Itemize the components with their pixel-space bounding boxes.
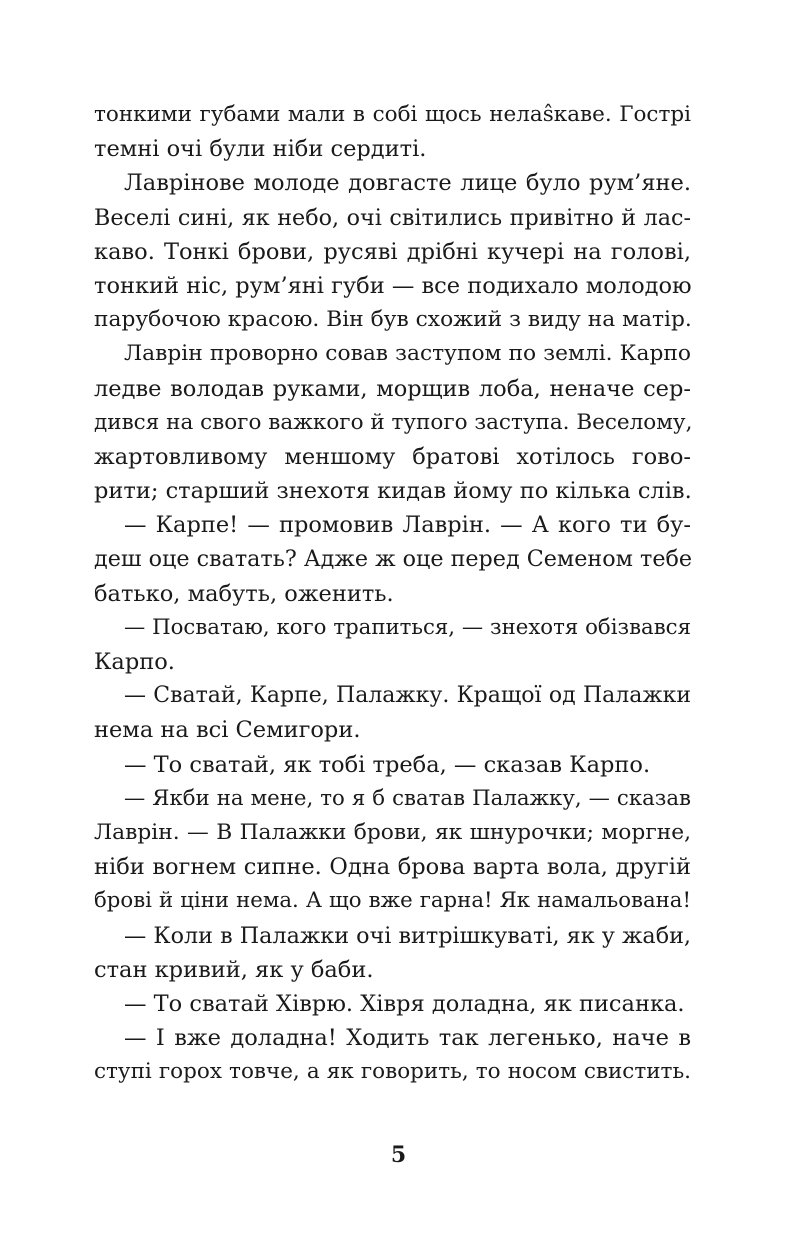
text-line: стан кривий, як у баби. [94, 956, 374, 983]
text-line: — То сватай Хіврю. Хівря доладна, як писанка. [124, 990, 685, 1017]
text-line: Карпо. [94, 649, 175, 675]
page-body [94, 98, 691, 1089]
text-line: Лаврін. — В Палажки брови, як шнурочки; моргне, [94, 819, 691, 845]
text-line: тонкими губами мали в собі щось нелаŝкаве. Гострі [94, 102, 691, 127]
text-line: батько, мабуть, оженить. [94, 580, 394, 607]
text-line: темні очі були ніби сердиті. [94, 136, 427, 163]
text-line: — Посватаю, кого трапиться, — знехотя обізвався [124, 614, 691, 640]
text-line: ступі горох товче, а як говорить, то носом свистить. [94, 1059, 691, 1085]
page-number: 5 [390, 1142, 407, 1168]
text-line: парубочою красою. Він був схожий з виду на матір. [94, 307, 692, 333]
text-line: — Сватай, Карпе, Палажку. Кращої од Палажки [124, 683, 691, 709]
text-line: каво. Тонкі брови, русяві дрібні кучері на голові, [94, 238, 691, 265]
text-line: деш оце сватать? Адже ж оце перед Семеном тебе [94, 546, 693, 573]
text-line: жартовливому меншому братові хотілось гово- [94, 443, 691, 470]
text-line: рити; старший знехотя кидав йому по кілька слів. [94, 478, 692, 505]
text-line: тонкий ніс, рум’яні губи — все подихало молодою [94, 272, 692, 299]
text-line: Лаврінове молоде довгасте лице було рум’яне. [124, 170, 691, 197]
text-line: нема на всі Семигори. [94, 717, 361, 744]
text-line: — Якби на мене, то я б сватав Палажку, — сказав [124, 785, 691, 811]
text-line: — То сватай, як тобі треба, — сказав Карпо. [124, 751, 651, 778]
text-line: брові й ціни нема. А що вже гарна! Як намальована! [94, 888, 691, 914]
text-line: дився на свого важкого й тупого заступа. Веселому, [94, 409, 693, 435]
text-line: — І вже доладна! Ходить так легенько, наче в [124, 1025, 691, 1052]
text-line: — Карпе! — промовив Лаврін. — А кого ти бу- [124, 512, 691, 539]
text-line: ніби вогнем сипне. Одна брова варта вола, другій [94, 854, 691, 881]
text-line: Лаврін проворно совав заступом по землі. Карпо [124, 341, 691, 367]
text-line: Веселі сині, як небо, очі світились привітно й лас- [94, 204, 691, 231]
text-line: — Коли в Палажки очі витрішкуваті, як у жаби, [124, 922, 691, 949]
text-line: ледве володав руками, морщив лоба, неначе сер- [94, 375, 691, 402]
